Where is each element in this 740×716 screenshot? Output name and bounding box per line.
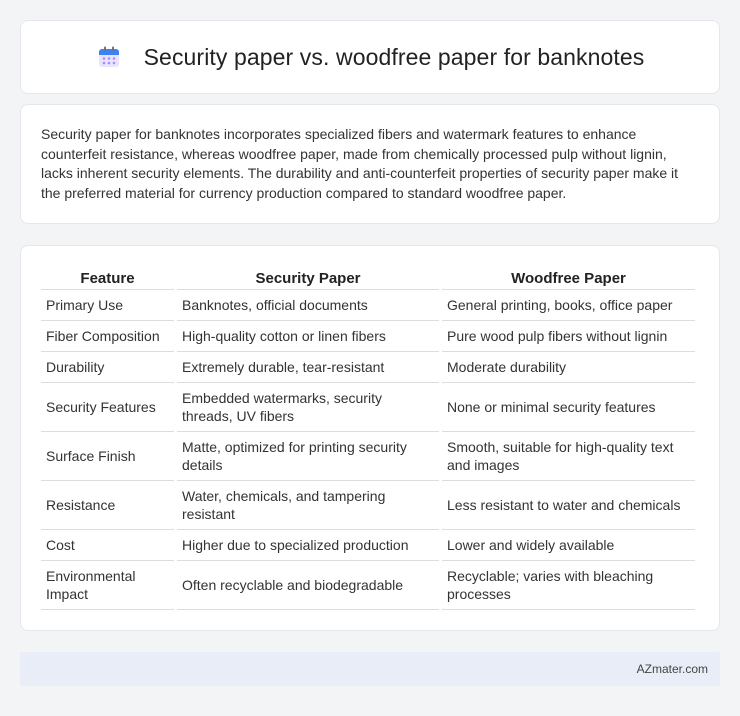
security-paper-cell: High-quality cotton or linen fibers — [177, 321, 439, 352]
header-woodfree-paper: Woodfree Paper — [442, 266, 695, 290]
security-paper-cell: Higher due to specialized production — [177, 530, 439, 561]
table-row — [41, 481, 695, 530]
security-paper-cell: Often recyclable and biodegradable — [177, 561, 439, 610]
description-card — [20, 104, 720, 224]
woodfree-paper-cell: Lower and widely available — [442, 530, 695, 561]
feature-cell: Durability — [41, 352, 174, 383]
security-paper-cell: Banknotes, official documents — [177, 290, 439, 321]
woodfree-paper-cell: Smooth, suitable for high-quality text and images — [442, 432, 695, 481]
comparison-table — [38, 266, 698, 610]
table-row — [41, 321, 695, 352]
footer — [20, 652, 720, 686]
title-card — [20, 20, 720, 94]
feature-cell: Environmental Impact — [41, 561, 174, 610]
table-row — [41, 530, 695, 561]
feature-cell: Surface Finish — [41, 432, 174, 481]
woodfree-paper-cell: None or minimal security features — [442, 383, 695, 432]
table-row — [41, 352, 695, 383]
description-text: Security paper for banknotes incorporates specialized fibers and watermark features to enhance counterfeit resistance, whereas woodfree paper, made from chemically processed pulp without lignin, lacks inherent security elements. The durability and anti-counterfeit properties of security paper make it the preferred material for currency production compared to standard woodfree paper. — [41, 126, 679, 201]
table-row — [41, 383, 695, 432]
security-paper-cell: Extremely durable, tear-resistant — [177, 352, 439, 383]
calendar-icon — [96, 44, 122, 70]
table-header-row — [41, 266, 695, 290]
feature-cell: Primary Use — [41, 290, 174, 321]
feature-cell: Fiber Composition — [41, 321, 174, 352]
woodfree-paper-cell: Pure wood pulp fibers without lignin — [442, 321, 695, 352]
feature-cell: Resistance — [41, 481, 174, 530]
woodfree-paper-cell: Moderate durability — [442, 352, 695, 383]
security-paper-cell: Embedded watermarks, security threads, UV fibers — [177, 383, 439, 432]
comparison-table-card — [20, 245, 720, 631]
header-security-paper: Security Paper — [177, 266, 439, 290]
feature-cell: Security Features — [41, 383, 174, 432]
table-row — [41, 290, 695, 321]
security-paper-cell: Matte, optimized for printing security details — [177, 432, 439, 481]
woodfree-paper-cell: Recyclable; varies with bleaching processes — [442, 561, 695, 610]
security-paper-cell: Water, chemicals, and tampering resistant — [177, 481, 439, 530]
page-title: Security paper vs. woodfree paper for banknotes — [143, 43, 645, 70]
woodfree-paper-cell: General printing, books, office paper — [442, 290, 695, 321]
woodfree-paper-cell: Less resistant to water and chemicals — [442, 481, 695, 530]
header-feature: Feature — [41, 266, 174, 290]
feature-cell: Cost — [41, 530, 174, 561]
table-row — [41, 561, 695, 610]
footer-brand: AZmater.com — [636, 662, 708, 676]
table-row — [41, 432, 695, 481]
